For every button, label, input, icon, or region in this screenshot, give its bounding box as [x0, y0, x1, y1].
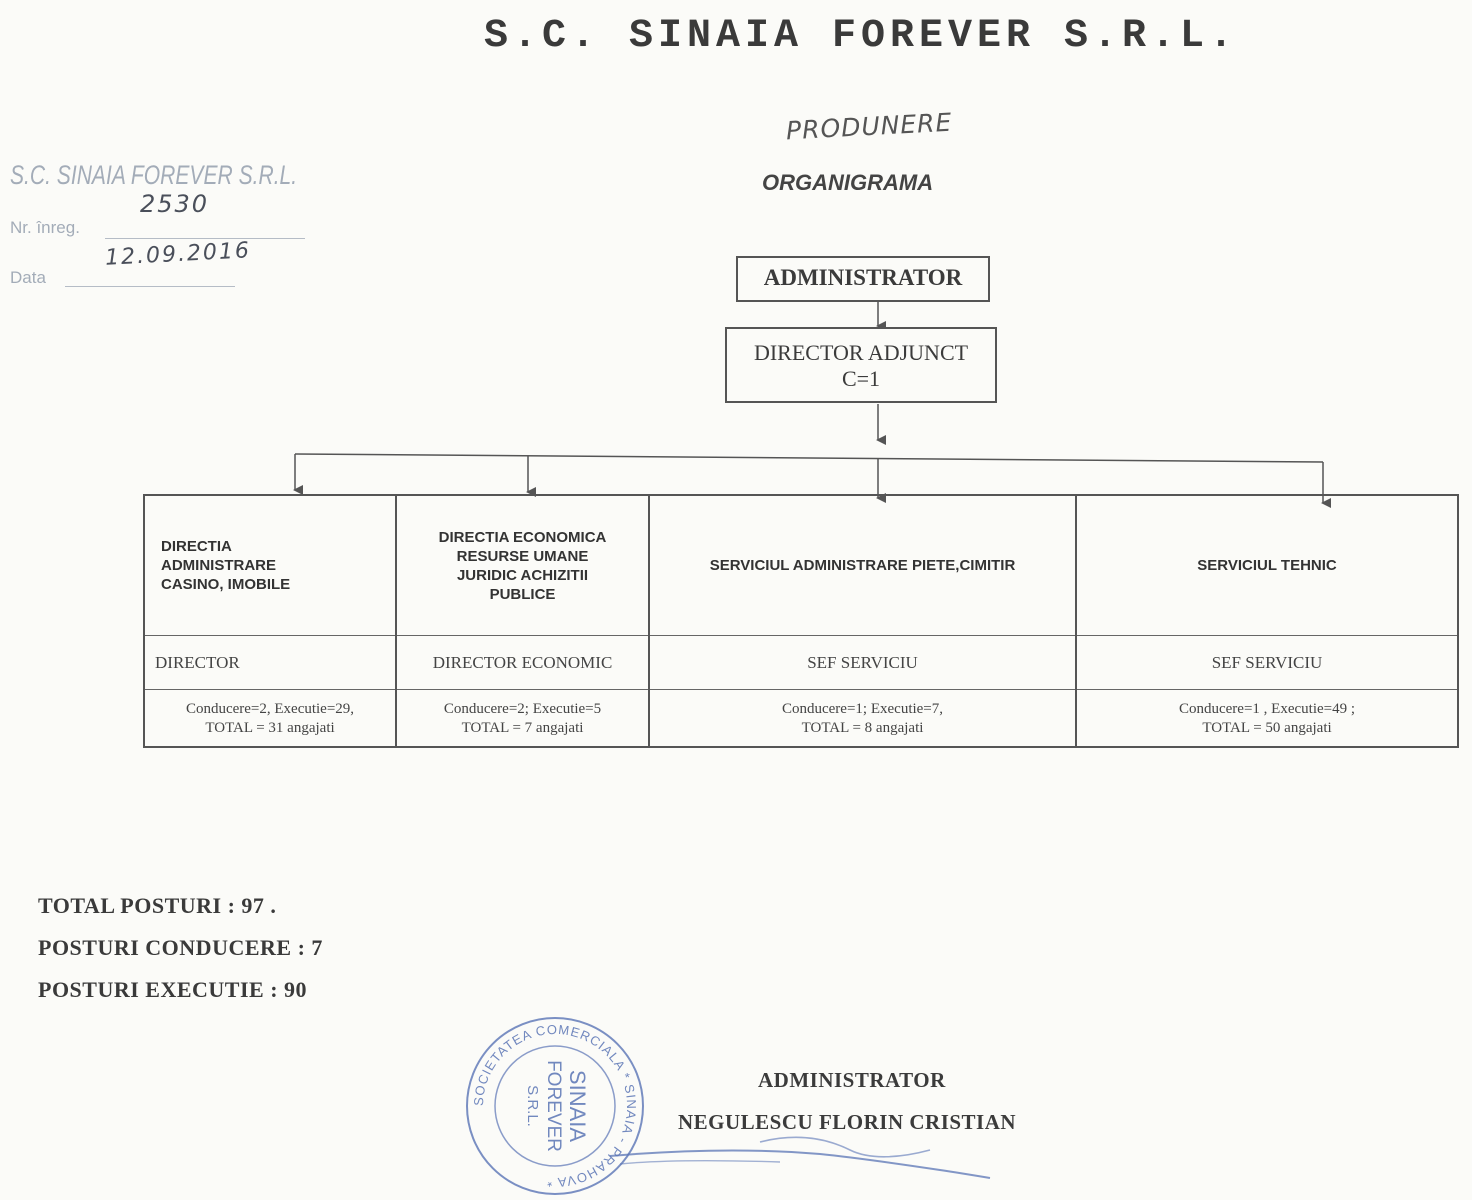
department-name-line: ADMINISTRARE [161, 557, 276, 574]
department-name-line: JURIDIC ACHIZITII [456, 566, 589, 584]
staff-count-line: Conducere=2, Executie=29, [185, 701, 355, 717]
staff-count-line: Conducere=1; Executie=7, [781, 701, 944, 717]
registration-date-label: Data [10, 268, 46, 287]
seal-outer-text: SOCIETATEA COMERCIALA * SINAIA - PRAHOVA * [470, 1021, 640, 1191]
department-head: DIRECTOR [145, 636, 395, 690]
staff-count-line: Conducere=1 , Executie=49 ; [1178, 701, 1356, 717]
staff-count-line: Conducere=2; Executie=5 [443, 701, 602, 717]
department-column [648, 496, 1075, 746]
department-staff-counts [1077, 690, 1457, 748]
department-staff-counts [397, 690, 648, 748]
connector-horizontal-bus [295, 454, 1323, 462]
company-title: S.C. SINAIA FOREVER S.R.L. [483, 14, 1239, 59]
department-name-line: CASINO, IMOBILE [161, 576, 291, 593]
department-head: DIRECTOR ECONOMIC [397, 636, 648, 690]
management-posts: POSTURI CONDUCERE : 7 [38, 935, 323, 960]
signatory-name: NEGULESCU FLORIN CRISTIAN [678, 1110, 1017, 1134]
director-adjunct-count: C=1 [841, 366, 881, 391]
director-adjunct-box [725, 327, 997, 403]
registration-number-label: Nr. înreg. [10, 218, 80, 237]
handwritten-note: PRODUNERE [785, 107, 953, 146]
director-adjunct-label: DIRECTOR ADJUNCT [753, 340, 969, 365]
departments-table [143, 494, 1459, 748]
department-staff-counts [145, 690, 395, 748]
department-name-line: DIRECTIA ECONOMICA [438, 528, 607, 546]
department-name-line: DIRECTIA [161, 538, 232, 555]
handwritten-signature [600, 1120, 1020, 1190]
department-name [650, 496, 1075, 636]
seal-inner-line1: SINAIA [565, 1069, 590, 1143]
department-name [397, 496, 648, 636]
seal-inner-line2: FOREVER [543, 1060, 564, 1152]
administrator-box [736, 256, 990, 302]
seal-inner-line3: S.R.L. [524, 1085, 541, 1127]
department-name-line: RESURSE UMANE [456, 547, 589, 565]
department-head: SEF SERVICIU [650, 636, 1075, 690]
registration-number-value: 2530 [140, 190, 210, 218]
department-staff-counts [650, 690, 1075, 748]
staff-total-line: TOTAL = 31 angajati [205, 720, 335, 736]
department-name [145, 496, 395, 636]
department-head: SEF SERVICIU [1077, 636, 1457, 690]
staff-total-line: TOTAL = 8 angajati [801, 720, 924, 736]
administrator-label: ADMINISTRATOR [763, 265, 963, 290]
department-name-line: PUBLICE [489, 585, 556, 603]
department-column [1075, 496, 1457, 746]
registration-company: S.C. SINAIA FOREVER S.R.L. [10, 160, 298, 190]
total-posts: TOTAL POSTURI : 97 . [38, 893, 277, 918]
registration-date-value: 12.09.2016 [104, 238, 252, 271]
department-name-line: SERVICIUL ADMINISTRARE PIETE,CIMITIR [709, 557, 1016, 574]
department-column [145, 496, 395, 746]
signatory-role: ADMINISTRATOR [758, 1068, 946, 1092]
document-heading: ORGANIGRAMA [762, 170, 934, 195]
department-name [1077, 496, 1457, 636]
staff-total-line: TOTAL = 7 angajati [461, 720, 584, 736]
execution-posts: POSTURI EXECUTIE : 90 [38, 977, 308, 1002]
staff-total-line: TOTAL = 50 angajati [1202, 720, 1332, 736]
department-column [395, 496, 648, 746]
department-name-line: SERVICIUL TEHNIC [1197, 557, 1337, 574]
